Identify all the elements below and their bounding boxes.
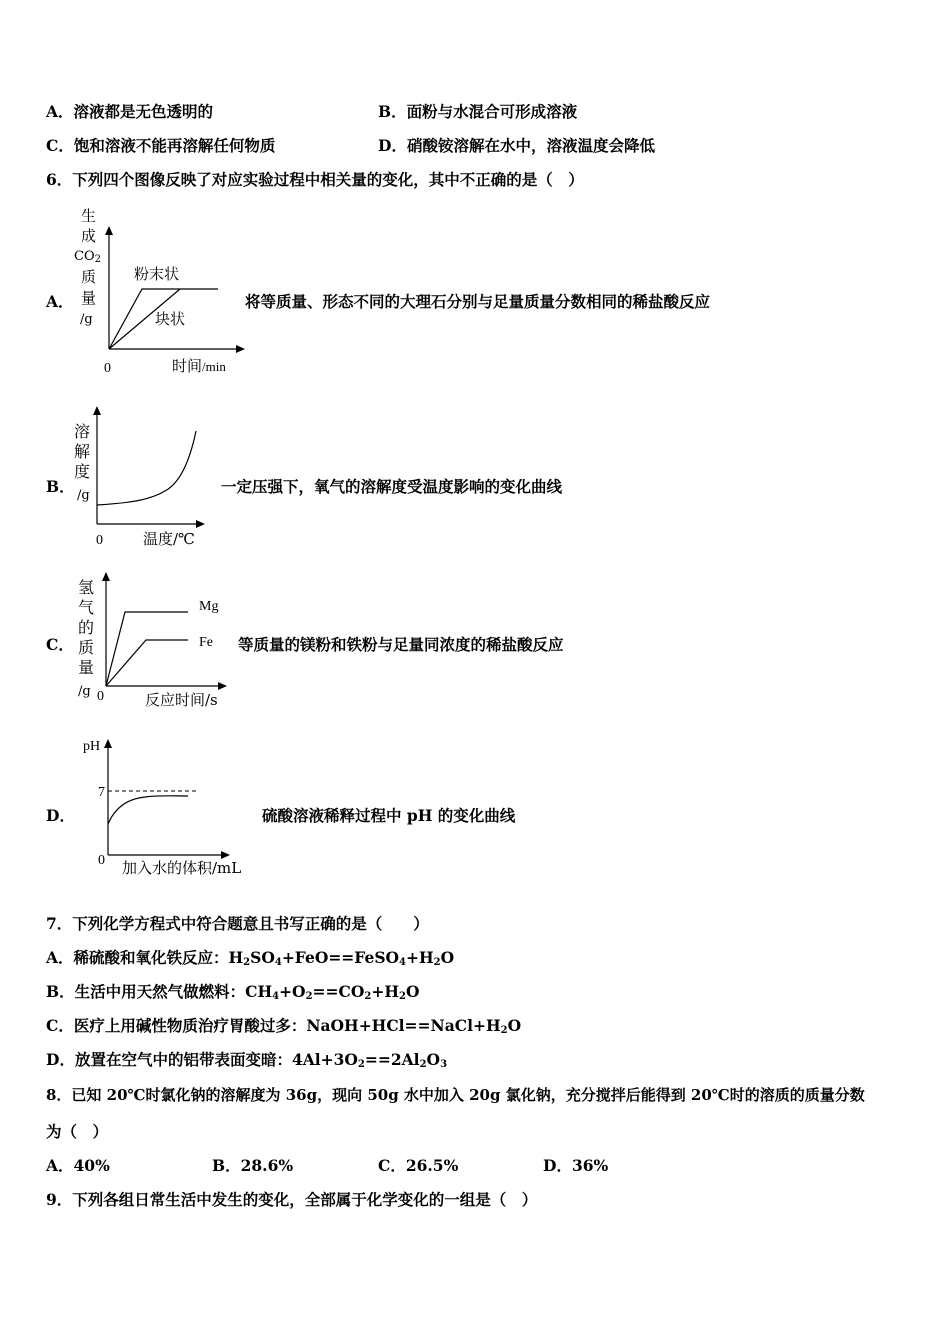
q8-option-d: D．36%: [543, 1156, 609, 1175]
q6-a-plot: [100, 225, 250, 355]
q6-c-description: 等质量的镁粉和铁粉与足量同浓度的稀盐酸反应: [238, 635, 564, 654]
q7-option-c: C．医疗上用碱性物质治疗胃酸过多：$NaOH+HCl==NaCl+H_2O$: [46, 1016, 522, 1036]
q6-a-origin: 0: [104, 361, 111, 376]
q6-a-curve-block-label: 块状: [155, 310, 186, 328]
q8-stem-line1: 8．已知 20℃时氯化钠的溶解度为 36g，现向 50g 水中加入 20g 氯化钠，充分搅拌后能得到 20℃时的溶质的质量分数: [46, 1086, 865, 1104]
q6-b-letter: B．: [46, 477, 75, 496]
q6-d-plot: [100, 735, 240, 860]
q5-option-c: C．饱和溶液不能再溶解任何物质: [46, 136, 276, 155]
q6-b-xlabel: 温度/℃: [143, 530, 195, 548]
q6-b-origin: 0: [96, 533, 103, 548]
q6-c-x-arrow: [218, 682, 227, 690]
q7-option-d: D．放置在空气中的铝带表面变暗：$4Al+3O_2==2Al_2O_3$: [46, 1050, 448, 1070]
q9-stem: 9．下列各组日常生活中发生的变化，全部属于化学变化的一组是（ ）: [46, 1190, 538, 1209]
q6-c-plot: [100, 570, 230, 695]
q6-a-ylabel-4: 量: [81, 289, 97, 307]
q5-option-b: B．面粉与水混合可形成溶液: [378, 102, 578, 121]
q7-option-a: A．稀硫酸和氧化铁反应：$H_2SO_4+FeO==FeSO_4+H_2O$: [46, 948, 455, 968]
q6-a-ylabel-3: 质: [81, 268, 97, 286]
q8-option-c: C．26.5%: [378, 1156, 459, 1175]
q6-d-xlabel: 加入水的体积/mL: [122, 859, 242, 877]
q6-d-curve: [108, 796, 188, 824]
q6-b-ylabel: 溶解度: [73, 422, 90, 481]
q6-d-description: 硫酸溶液稀释过程中 pH 的变化曲线: [262, 806, 516, 825]
q6-a-letter: A．: [46, 292, 74, 311]
q6-a-y-arrow: [105, 226, 113, 235]
q6-c-curve-mg-label: Mg: [199, 599, 219, 614]
q6-a-x-arrow: [236, 345, 245, 353]
q8-option-a: A．40%: [46, 1156, 110, 1175]
q6-d-letter: D．: [46, 806, 75, 825]
q7-option-b: B．生活中用天然气做燃料：$CH_4+O_2==CO_2+H_2O$: [46, 982, 420, 1002]
q6-c-xlabel: 反应时间/s: [145, 691, 218, 709]
q6-d-origin: 0: [98, 853, 105, 868]
q7-stem: 7．下列化学方程式中符合题意且书写正确的是（ ）: [46, 914, 429, 933]
q6-c-curve-fe: [106, 640, 188, 686]
q6-c-y-arrow: [102, 572, 110, 581]
q6-a-ylabel-co2: $CO_2$: [74, 249, 101, 265]
q6-d-ylabel: pH: [83, 739, 101, 754]
q6-stem: 6．下列四个图像反映了对应实验过程中相关量的变化，其中不正确的是（ ）: [46, 170, 584, 189]
q6-b-description: 一定压强下，氧气的溶解度受温度影响的变化曲线: [221, 477, 563, 496]
q8-stem-line2: 为（ ）: [46, 1122, 109, 1141]
q6-a-ylabel-2: 成: [81, 227, 97, 245]
q6-c-ylabel-unit: /g: [78, 684, 91, 699]
q6-a-xlabel: 时间/min: [172, 357, 226, 375]
q6-a-curve-powder: [109, 289, 218, 349]
q6-a-curve-block: [109, 289, 180, 349]
q5-option-a: A．溶液都是无色透明的: [46, 102, 214, 121]
q6-d-y-arrow: [104, 739, 112, 748]
q6-a-ylabel-unit: /g: [80, 312, 93, 327]
q6-c-curve-mg: [106, 612, 188, 686]
q6-b-curve: [97, 431, 196, 505]
q8-option-b: B．28.6%: [212, 1156, 294, 1175]
q6-a-description: 将等质量、形态不同的大理石分别与足量质量分数相同的稀盐酸反应: [245, 292, 711, 311]
q6-b-plot: [90, 405, 215, 530]
q6-a-ylabel-1: 生: [81, 207, 97, 225]
q6-c-origin: 0: [97, 689, 104, 704]
q6-b-x-arrow: [196, 520, 205, 528]
q6-b-y-arrow: [93, 406, 101, 415]
q6-c-letter: C．: [46, 635, 74, 654]
q6-b-ylabel-unit: /g: [77, 488, 90, 503]
q6-d-x-arrow: [221, 851, 230, 859]
q6-c-ylabel: 氢气的质量: [77, 578, 94, 677]
q6-d-tick-7: 7: [98, 785, 105, 800]
q6-a-curve-powder-label: 粉末状: [134, 265, 180, 283]
q5-option-d: D．硝酸铵溶解在水中，溶液温度会降低: [378, 136, 655, 155]
q6-c-curve-fe-label: Fe: [199, 635, 213, 650]
